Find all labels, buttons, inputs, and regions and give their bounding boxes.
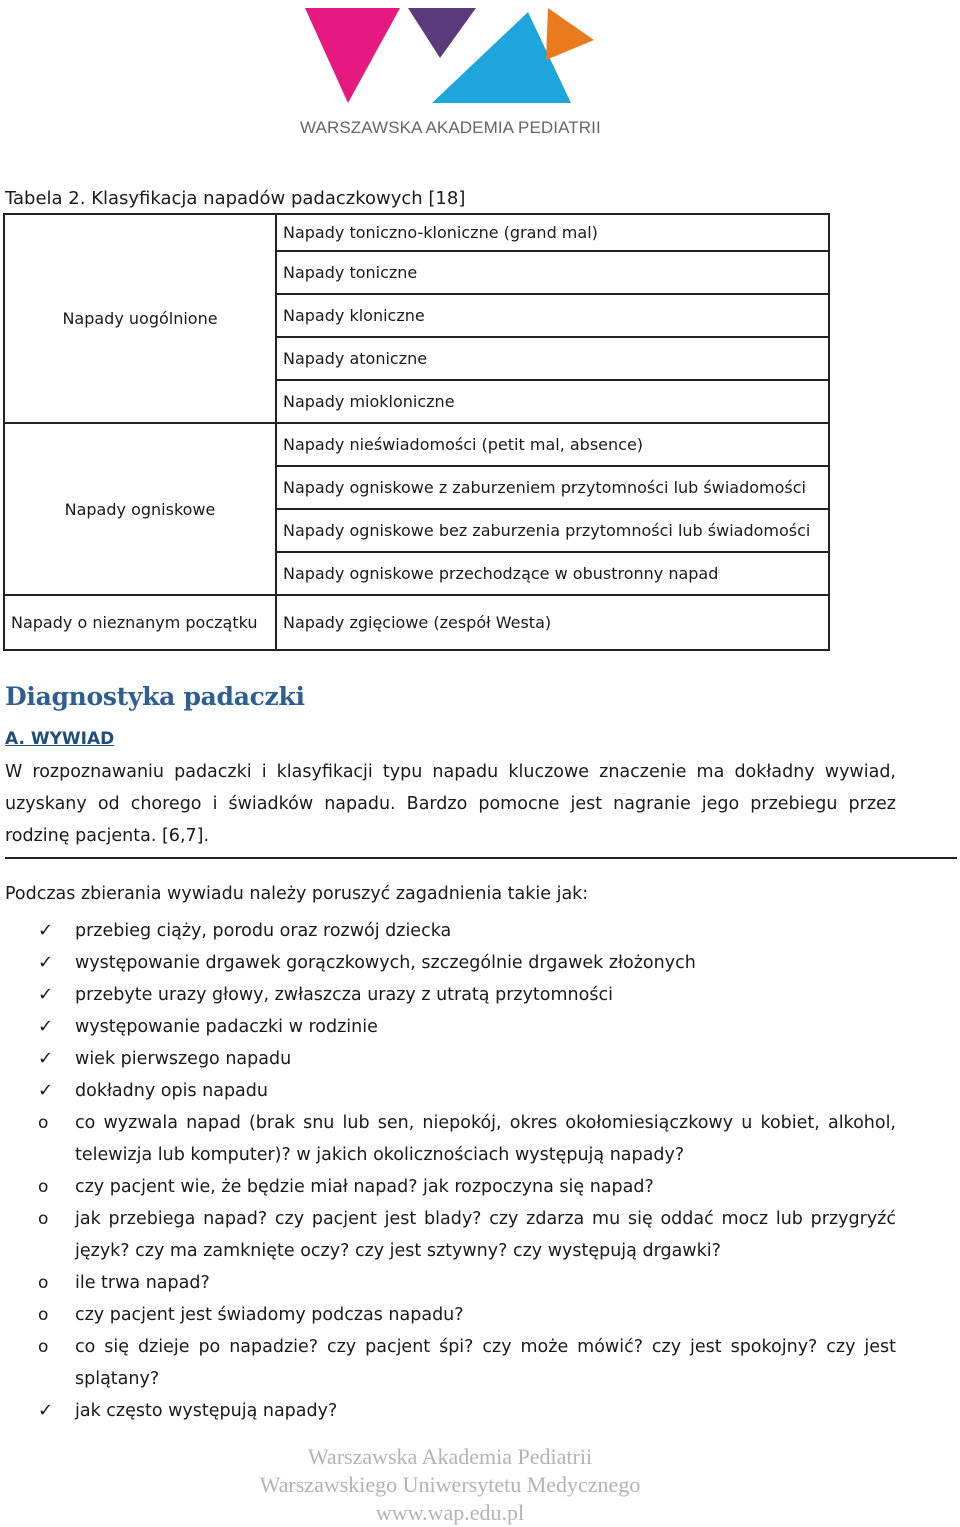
- page-footer: [0, 1443, 900, 1527]
- list-intro: Podczas zbierania wywiadu należy poruszyć zagadnienia takie jak:: [5, 884, 589, 904]
- table-row: [4, 595, 829, 650]
- list-item: [0, 1043, 896, 1075]
- footer-line-academy: Warszawska Akademia Pediatrii: [307, 1444, 593, 1469]
- logo-orange-triangle: [546, 8, 594, 60]
- group-cell-unknown-onset: Napady o nieznanym początku: [4, 595, 276, 650]
- table-row: [4, 214, 829, 251]
- list-item-text: co się dzieje po napadzie? czy pacjent śpi? czy może mówić? czy jest spokojny? czy jest splątany?: [75, 1337, 896, 1389]
- subsection-heading: A. WYWIAD: [5, 729, 115, 749]
- item-cell: Napady ogniskowe z zaburzeniem przytomności lub świadomości: [276, 466, 829, 509]
- list-item: [0, 979, 896, 1011]
- list-item-text: występowanie drgawek gorączkowych, szczególnie drgawek złożonych: [75, 953, 696, 973]
- table-row: [4, 423, 829, 466]
- list-item: [0, 1107, 896, 1171]
- check-icon: ✓: [38, 1048, 54, 1069]
- check-icon: ✓: [38, 920, 54, 941]
- item-cell: Napady nieświadomości (petit mal, absence): [276, 423, 829, 466]
- list-item: [0, 1395, 896, 1427]
- list-item: [0, 1203, 896, 1267]
- list-item-text: jak przebiega napad? czy pacjent jest blady? czy zdarza mu się oddać mocz lub przygryźć język? czy ma zamknięte oczy? czy jest sztywny? czy występują drgawki?: [75, 1209, 896, 1261]
- classification-table: [3, 213, 830, 651]
- list-item-text: czy pacjent wie, że będzie miał napad? jak rozpoczyna się napad?: [75, 1177, 654, 1197]
- logo-dark-triangle: [408, 8, 476, 58]
- item-cell: Napady ogniskowe przechodzące w obustronny napad: [276, 552, 829, 595]
- item-cell: Napady kloniczne: [276, 294, 829, 337]
- list-item: [0, 1011, 896, 1043]
- list-item-text: czy pacjent jest świadomy podczas napadu?: [75, 1305, 464, 1325]
- list-item-text: wiek pierwszego napadu: [75, 1049, 292, 1069]
- list-item: [0, 947, 896, 979]
- list-item-text: jak często występują napady?: [75, 1401, 338, 1421]
- list-item-text: przebyte urazy głowy, zwłaszcza urazy z utratą przytomności: [75, 985, 613, 1005]
- check-icon: ✓: [38, 1080, 54, 1101]
- footer-line-university: Warszawskiego Uniwersytetu Medycznego: [259, 1472, 641, 1497]
- list-item: [0, 1299, 896, 1331]
- group-cell-focal: Napady ogniskowe: [4, 423, 276, 595]
- check-icon: ✓: [38, 1400, 54, 1421]
- circle-bullet-icon: o: [38, 1177, 49, 1197]
- item-cell: Napady ogniskowe bez zaburzenia przytomności lub świadomości: [276, 509, 829, 552]
- table-caption: Tabela 2. Klasyfikacja napadów padaczkowych [18]: [5, 188, 466, 209]
- footer-website-link[interactable]: www.wap.edu.pl: [375, 1500, 525, 1525]
- item-cell: Napady toniczno-kloniczne (grand mal): [276, 214, 829, 251]
- check-icon: ✓: [38, 1016, 54, 1037]
- circle-bullet-icon: o: [38, 1209, 49, 1229]
- list-item-text: przebieg ciąży, porodu oraz rozwój dziecka: [75, 921, 452, 941]
- circle-bullet-icon: o: [38, 1113, 49, 1133]
- check-icon: ✓: [38, 984, 54, 1005]
- list-item: [0, 1331, 896, 1395]
- item-cell: Napady miokloniczne: [276, 380, 829, 423]
- item-cell: Napady toniczne: [276, 251, 829, 294]
- list-item-text: występowanie padaczki w rodzinie: [75, 1017, 378, 1037]
- check-icon: ✓: [38, 952, 54, 973]
- group-cell-generalized: Napady uogólnione: [4, 214, 276, 423]
- horizontal-rule: [5, 857, 957, 859]
- section-heading: Diagnostyka padaczki: [5, 682, 305, 711]
- circle-bullet-icon: o: [38, 1273, 49, 1293]
- list-item: [0, 1075, 896, 1107]
- list-item-text: ile trwa napad?: [75, 1273, 210, 1293]
- body-paragraph: W rozpoznawaniu padaczki i klasyfikacji typu napadu kluczowe znaczenie ma dokładny wywiad, uzyskany od chorego i świadków napadu. Bardzo pomocne jest nagranie jego przebiegu przez rodzinę pacjenta. [6,7].: [5, 762, 896, 846]
- logo-magenta-triangle: [305, 8, 400, 103]
- list-item: [0, 1267, 896, 1299]
- list-item-text: dokładny opis napadu: [75, 1081, 268, 1101]
- history-checklist: [0, 915, 896, 1427]
- item-cell: Napady zgięciowe (zespół Westa): [276, 595, 829, 650]
- circle-bullet-icon: o: [38, 1337, 49, 1357]
- list-item: [0, 1171, 896, 1203]
- circle-bullet-icon: o: [38, 1305, 49, 1325]
- logo-text: WARSZAWSKA AKADEMIA PEDIATRII: [300, 118, 601, 137]
- item-cell: Napady atoniczne: [276, 337, 829, 380]
- list-item: [0, 915, 896, 947]
- list-item-text: co wyzwala napad (brak snu lub sen, niepokój, okres okołomiesiączkowy u kobiet, alkohol, telewizja lub komputer)? w jakich okolicznościach występują napady?: [75, 1113, 896, 1165]
